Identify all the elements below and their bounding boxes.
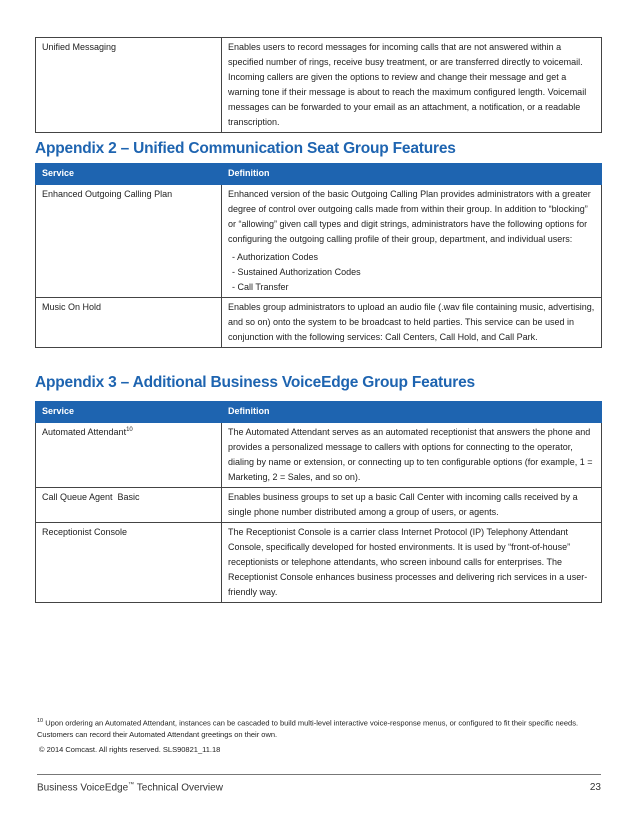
- footer-document-title: [37, 782, 223, 793]
- definition-cell: Enables users to record messages for incoming calls that are not answered within a specified number of rings, receive busy treatment, or are transferred directly to voicemail. Incoming callers are given the options to review and change their message and get a warning tone if their message is about to reach the maximum configured length. Voicemail messages can be forwarded to your email as an attachment, a notification, or a readable transcription.: [222, 38, 602, 133]
- service-cell: Receptionist Console: [36, 523, 222, 603]
- table-row: [36, 423, 602, 488]
- appendix-3-table: [35, 401, 602, 603]
- definition-cell: Enables group administrators to upload an audio file (.wav file containing music, advertising, and so on) onto the system to be broadcast to held parties. This service can be used in conjunction with the following services: Call Centers, Call Hold, and Call Park.: [222, 298, 602, 348]
- table-row: [36, 185, 602, 298]
- footnote-text: Upon ordering an Automated Attendant, instances can be cascaded to build multi-level interactive voice-response menus, or configured to fit their specific needs. Customers can record their Automated Attendant greetings on their own.: [37, 718, 579, 739]
- footer-divider: [37, 774, 601, 775]
- footnote-number: 10: [37, 718, 44, 724]
- footer-title-rest: Technical Overview: [134, 782, 223, 794]
- trademark-symbol: ™: [128, 782, 135, 788]
- column-header-definition: Definition: [222, 402, 602, 423]
- service-cell: Music On Hold: [36, 298, 222, 348]
- page-number: 23: [589, 782, 601, 793]
- list-item: - Authorization Codes: [232, 252, 319, 262]
- definition-cell: The Receptionist Console is a carrier class Internet Protocol (IP) Telephony Attendant Console, specifically developed for hosted environments. It is used by “front-of-house” receptionists or telephone attendants, who screen inbound calls for enterprises. The Receptionist Console enhances business processes and delivering rich services in a user-friendly way.: [222, 523, 602, 603]
- service-name: Automated Attendant: [42, 427, 127, 437]
- appendix-2-title: Appendix 2 – Unified Communication Seat Group Features: [35, 140, 456, 157]
- table-header-row: [36, 402, 602, 423]
- list-item: - Sustained Authorization Codes: [232, 267, 361, 277]
- service-cell: Call Queue Agent Basic: [36, 488, 222, 523]
- unified-messaging-table: [35, 37, 602, 133]
- footer-title-main: Business VoiceEdge: [37, 782, 129, 794]
- table-row: [36, 38, 602, 133]
- list-item: - Call Transfer: [232, 282, 289, 292]
- table-row: [36, 523, 602, 603]
- definition-cell: The Automated Attendant serves as an automated receptionist that answers the phone and provides a personalized message to callers with options for connecting to the operator, dialing by name or extension, or connecting up to ten configurable options (for example, 1 = Marketing, 2 = Sales, and so on).: [222, 423, 602, 488]
- appendix-2-table: [35, 163, 602, 348]
- service-cell: Enhanced Outgoing Calling Plan: [36, 185, 222, 298]
- definition-cell: [222, 185, 602, 298]
- column-header-definition: Definition: [222, 164, 602, 185]
- column-header-service: Service: [36, 164, 222, 185]
- column-header-service: Service: [36, 402, 222, 423]
- service-cell: Unified Messaging: [36, 38, 222, 133]
- service-cell: [36, 423, 222, 488]
- footnote-reference: 10: [126, 427, 133, 433]
- definition-text: Enhanced version of the basic Outgoing Calling Plan provides administrators with a greater degree of control over outgoing calls made from within their group. In addition to “blocking” or “allowing” given call types and digit strings, administrators have the following options for configuring the outgoing calling profile of their group, department, and individual users:: [228, 189, 591, 244]
- option-list: [228, 250, 595, 295]
- table-row: [36, 488, 602, 523]
- table-row: [36, 298, 602, 348]
- footnote: [37, 716, 602, 740]
- table-header-row: [36, 164, 602, 185]
- definition-cell: Enables business groups to set up a basic Call Center with incoming calls received by a single phone number distributed among a group of users, or agents.: [222, 488, 602, 523]
- appendix-3-title: Appendix 3 – Additional Business VoiceEdge Group Features: [35, 374, 475, 391]
- copyright-notice: © 2014 Comcast. All rights reserved. SLS90821_11.18: [39, 745, 221, 754]
